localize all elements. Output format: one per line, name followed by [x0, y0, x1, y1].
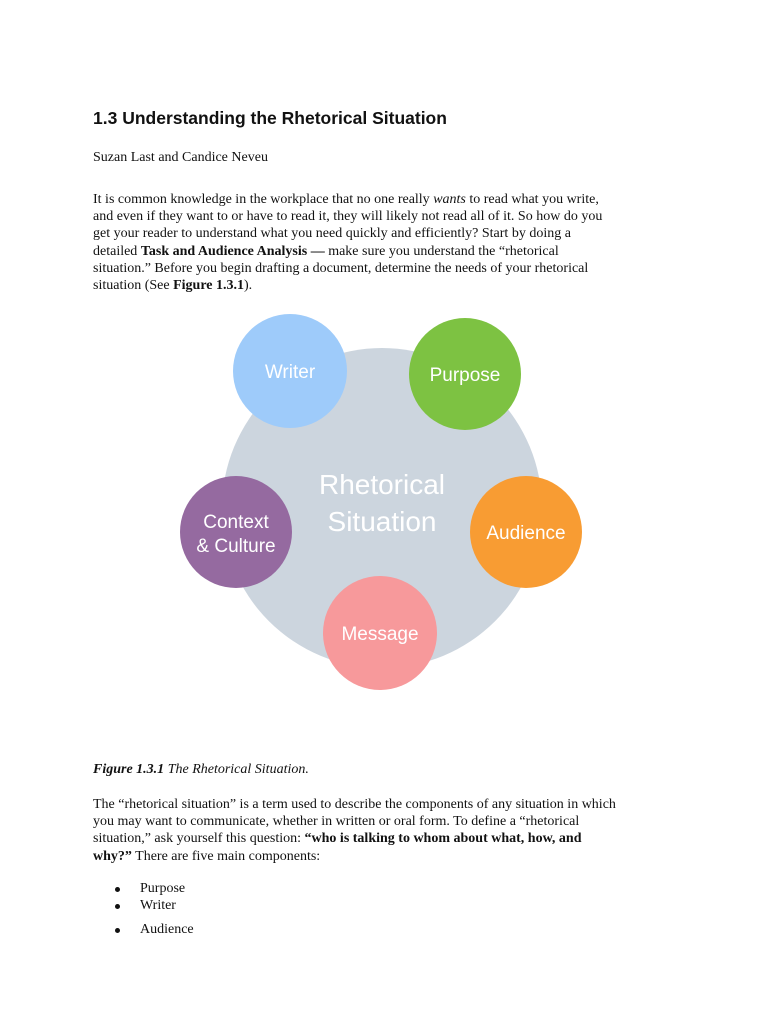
rhetorical-situation-diagram [170, 310, 590, 695]
audience-label: Audience [486, 523, 566, 544]
section-heading: 1.3 Understanding the Rhetorical Situation [93, 108, 447, 128]
intro-line: situation (See Figure 1.3.1). [93, 278, 253, 294]
list-item-label: Purpose [140, 881, 186, 896]
body-line: you may want to communicate, whether in written or oral form. To define a “rhetorical [93, 814, 580, 830]
context-label-line2: & Culture [196, 536, 276, 557]
message-label: Message [341, 624, 419, 645]
center-label-line2: Situation [327, 506, 437, 537]
bullet-icon [115, 887, 120, 892]
figure-caption-lead: Figure 1.3.1 [93, 762, 165, 777]
body-line: why?” There are five main components: [93, 848, 321, 864]
intro-paragraph [93, 191, 683, 294]
writer-label: Writer [264, 362, 316, 383]
center-label-line1: Rhetorical [318, 469, 446, 500]
body-line: The “rhetorical situation” is a term used to describe the components of any situation in which [93, 797, 616, 812]
intro-line: situation.” Before you begin drafting a document, determine the needs of your rhetorical [93, 260, 589, 276]
intro-line: get your reader to understand what you need quickly and efficiently? Start by doing a [93, 226, 571, 242]
body-line: situation,” ask yourself this question: “who is talking to whom about what, how, and [93, 831, 582, 847]
body-paragraph [93, 796, 683, 865]
list-item [115, 880, 194, 897]
authors-line: Suzan Last and Candice Neveu [93, 150, 268, 165]
list-item-label: Audience [140, 922, 194, 937]
components-list [115, 880, 194, 938]
bullet-icon [115, 904, 120, 909]
intro-line: detailed Task and Audience Analysis — make sure you understand the “rhetorical [93, 243, 559, 259]
list-item [115, 897, 194, 914]
list-item-label: Writer [140, 898, 176, 913]
figure-caption [93, 762, 309, 778]
intro-line: and even if they want to or have to read it, they will likely not read all of it. So how do you [93, 209, 603, 225]
context-label-line1: Context [203, 512, 269, 533]
list-item [115, 921, 194, 938]
bullet-icon [115, 928, 120, 933]
intro-line: It is common knowledge in the workplace that no one really wants to read what you write, [93, 192, 599, 207]
figure-caption-text: The Rhetorical Situation. [164, 762, 309, 777]
purpose-label: Purpose [429, 365, 501, 386]
